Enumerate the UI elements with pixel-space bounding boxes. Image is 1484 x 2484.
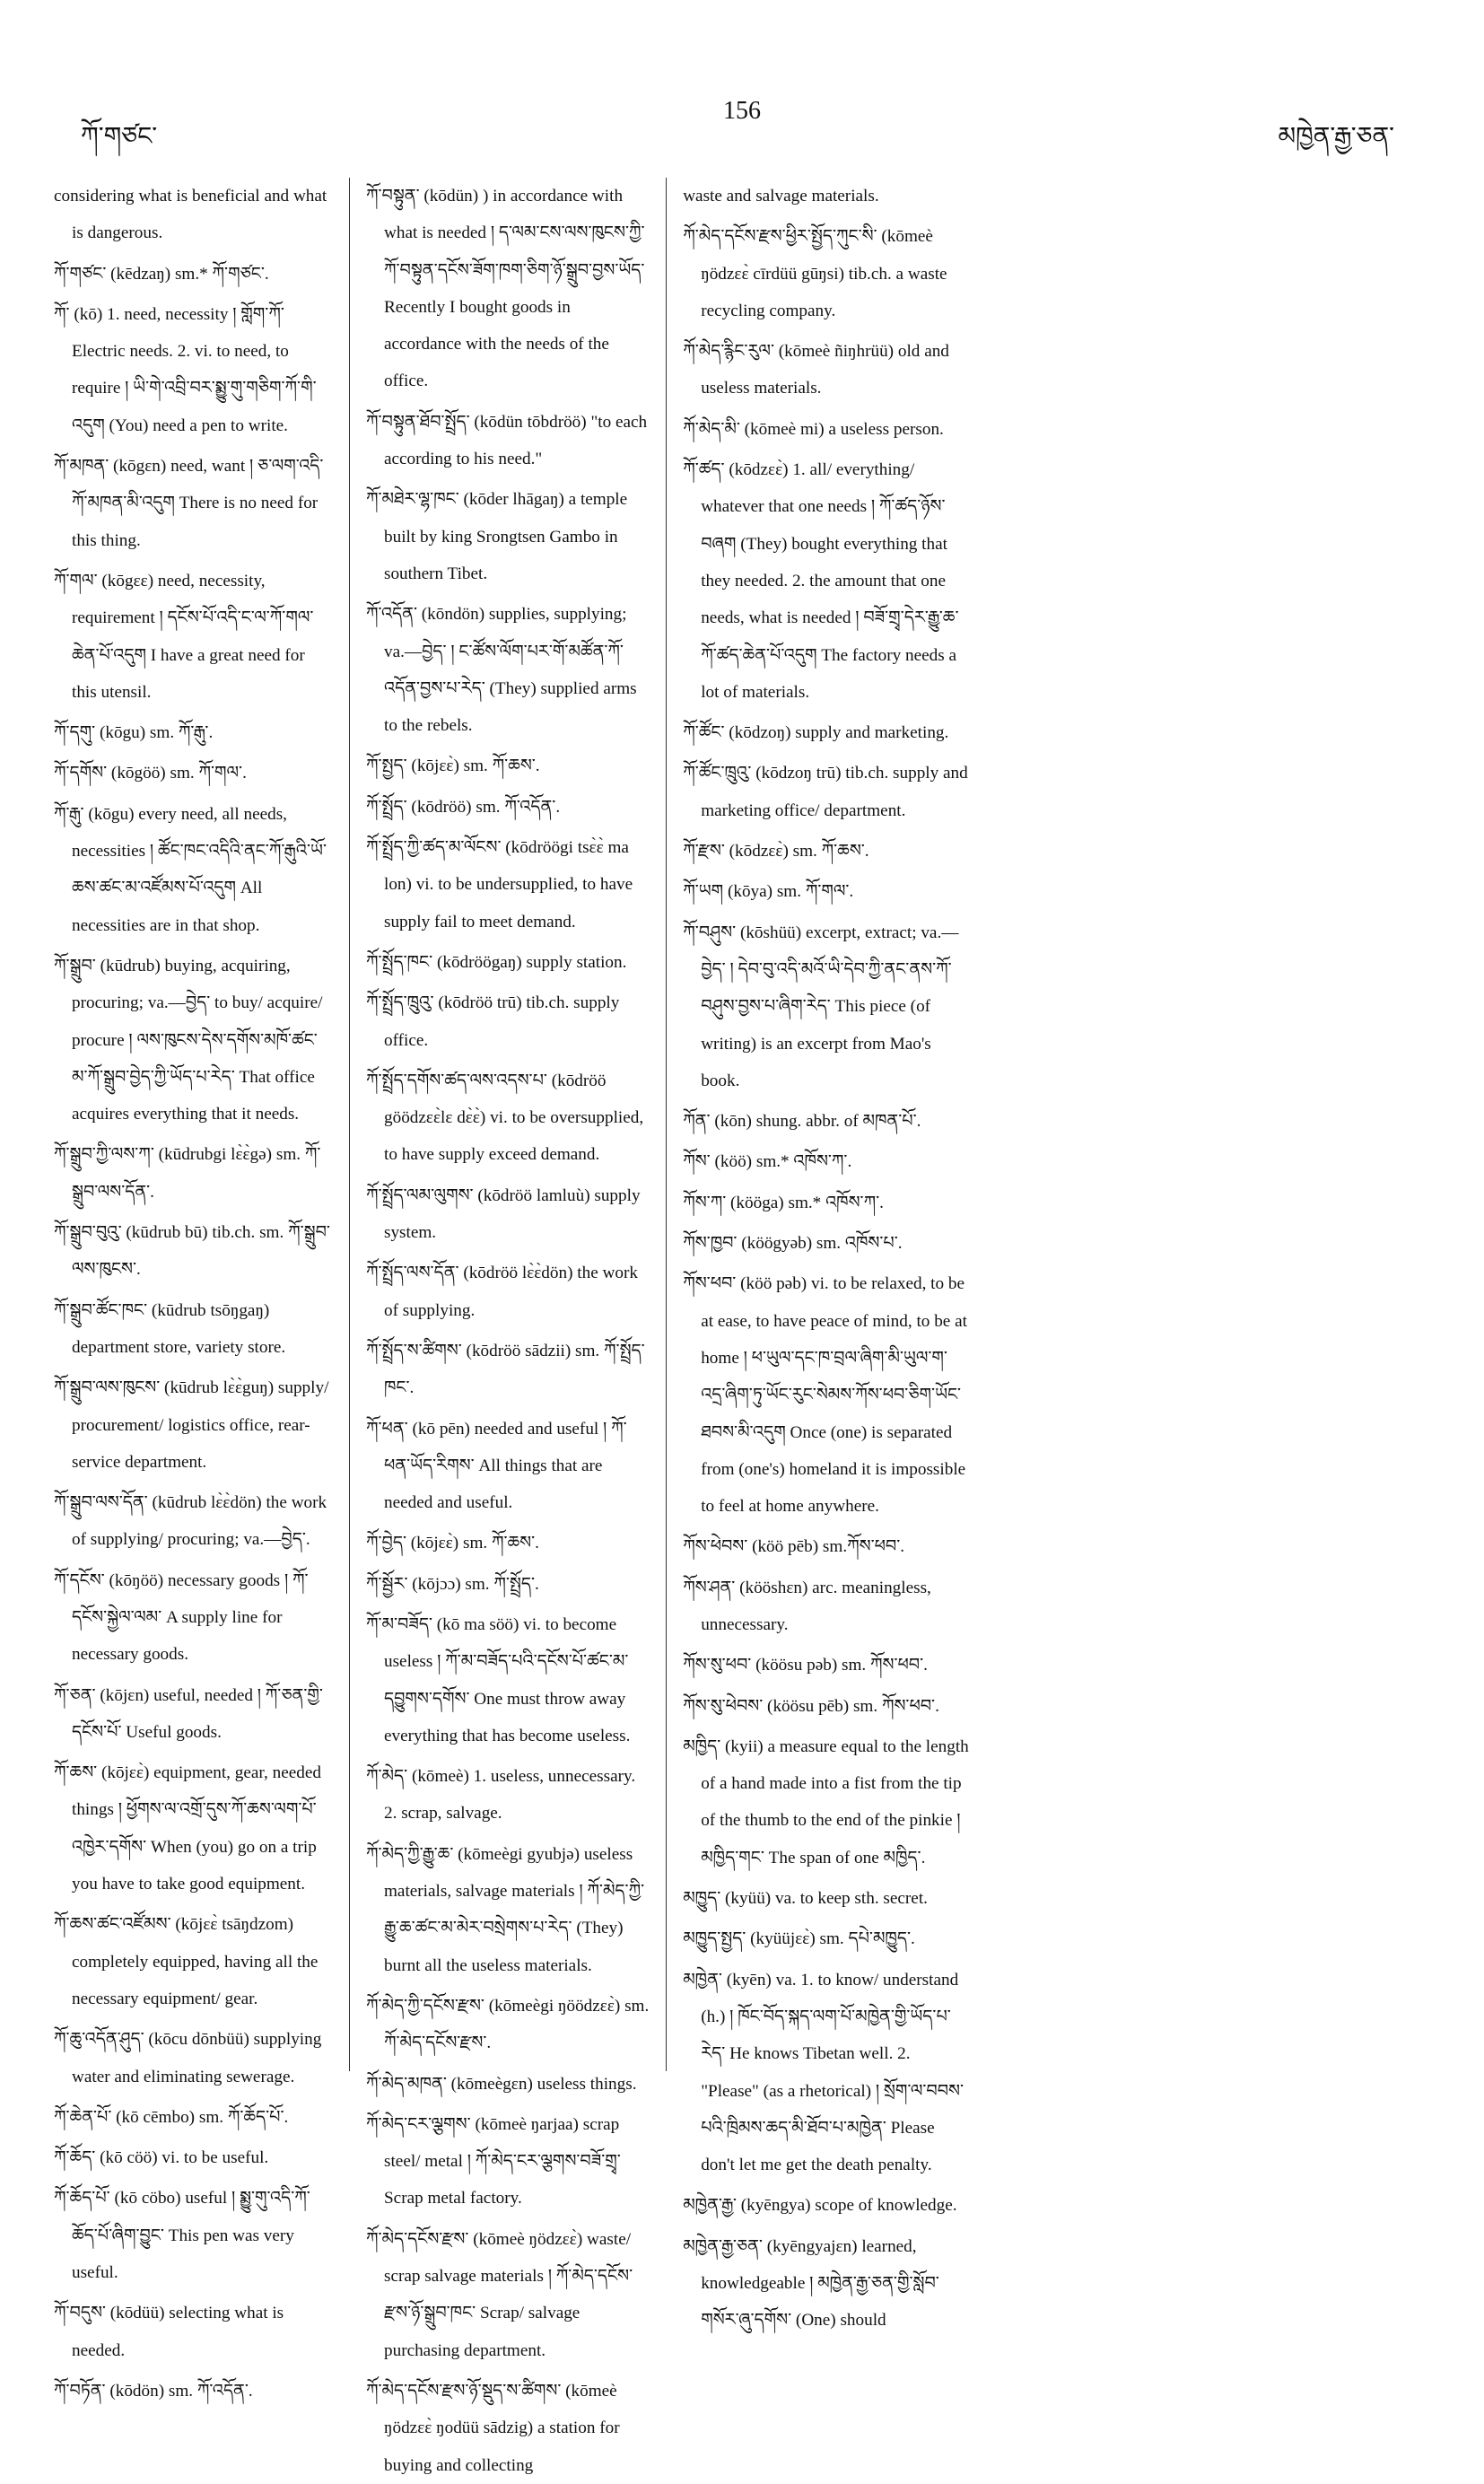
dictionary-entry: ཀོན་ (kōn) shung. abbr. of མཁན་པོ་. (683, 1112, 921, 1132)
dictionary-entry: ཀོས་ཁྱབ་ (köögyəb) sm. འཁོས་པ་. (683, 1234, 903, 1254)
dictionary-entry: ཀོས་ཀ་ (kööga) sm.* འཁོས་ཀ་. (683, 1193, 884, 1212)
dictionary-entry: ཀོ་མེད་མཁན་ (kōmeègɛn) useless things. (366, 2074, 637, 2094)
dictionary-entry: ཀོ་ (kō) 1. need, necessity ། གློག་ཀོ་ Electric needs. 2. vi. to need, to require ། ཡི་གེ་འབྲི་བར་སྨྱུ་གུ་གཅིག་ཀོ་གི་འདུག (You) need a pen to write. (54, 304, 317, 435)
dictionary-entry: ཀོ་བཏོན་ (kōdön) sm. ཀོ་འདོན་. (54, 2381, 253, 2401)
dictionary-entry: ཀོ་སྒྲུབ་ལས་དོན་ (kūdrub lɛ̀ɛ̀dön) the work of supplying/ procuring; va.—བྱེད་. (54, 1493, 327, 1550)
dictionary-entry: ཀོ་དགུ་ (kōgu) sm. ཀོ་རྒུ་. (54, 723, 214, 743)
dictionary-entry: མཁྱིད་ (kyii) a measure equal to the length of a hand made into a fist from the tip of the thumb to the end of the pinkie ། མཁྱིད་གང་ The span of one མཁྱིད་. (683, 1736, 969, 1867)
column-3 (683, 178, 969, 2331)
column-2 (366, 178, 667, 2475)
dictionary-entry: ཀོ་སྤྲོད་ (kōdröö) sm. ཀོ་འདོན་. (366, 797, 561, 817)
dictionary-entry: ཀོ་སྒྲུབ་ཚོང་ཁང་ (kūdrub tsōŋgaŋ) department store, variety store. (54, 1300, 286, 1357)
dictionary-entry: ཀོ་མཁན་ (kōgɛn) need, want ། ཅ་ལག་འདི་ཀོ་མཁན་མི་འདུག There is no need for this thing. (54, 457, 324, 550)
dictionary-entry: ཀོ་མེད་དངོས་རྫས་ (kōmeè ŋödzɛɛ̀) waste/ scrap salvage materials ། ཀོ་མེད་དངོས་རྫས་ཉོ་སྒྲུབ་ཁང་ Scrap/ salvage purchasing department. (366, 2229, 633, 2360)
dictionary-entry: ཀོ་དངོས་ (kōŋöö) necessary goods ། ཀོ་དངོས་སྐྱེལ་ལམ་ A supply line for necessary goods. (54, 1570, 309, 1665)
dictionary-entry: ཀོ་མེད་དངོས་རྫས་ཉོ་སྡུད་ས་ཚིགས་ (kōmeè ŋödzɛɛ̀ ŋodüü sādzig) a station for buying and collecting (366, 2381, 620, 2475)
dictionary-columns (54, 178, 969, 2475)
dictionary-entry: ཀོ་དགོས་ (kōgöö) sm. ཀོ་གལ་. (54, 764, 247, 783)
dictionary-entry: ཀོ་མེད་ངར་ལྕགས་ (kōmeè ŋarjaa) scrap steel/ metal ། ཀོ་མེད་ངར་ལྕགས་བཟོ་གྲྭ་ Scrap metal factory. (366, 2114, 621, 2208)
dictionary-entry: ཀོས་ཕབ་ (köö pəb) vi. to be relaxed, to be at ease, to have peace of mind, to be at home ། ཕ་ཡུལ་དང་ཁ་བྲལ་ཞིག་མི་ཡུལ་ག་འདྲ་ཞིག་ཏུ་ཡོང་རུང་སེམས་ཀོས་ཕབ་ཅིག་ཡོང་ཐབས་མི་འདུག Once (one) is separated from (one's) homeland it is impossible to feel at home anywhere. (683, 1274, 967, 1517)
dictionary-entry: མཁྱེན་རྒྱ་ (kyēngya) scope of knowledge. (683, 2196, 957, 2216)
dictionary-entry: ཀོ་སྤྲོད་ལམ་ལུགས་ (kōdröö lamluù) supply system. (366, 1185, 641, 1243)
running-header-right: མཁྱེན་རྒྱ་ཅན་ (1278, 123, 1394, 151)
dictionary-entry: considering what is beneficial and what is dangerous. (54, 187, 327, 243)
dictionary-entry: ཀོ་ཚོང་ཁྲུའུ་ (kōdzoŋ trū) tib.ch. supply and marketing office/ department. (683, 764, 968, 820)
dictionary-entry: ཀོ་བསྟུན་ཐོབ་སྤྲོད་ (kōdün tōbdröö) "to each according to his need." (366, 412, 648, 469)
dictionary-entry: ཀོ་མེད་རྙིང་རུལ་ (kōmeè ñiŋhrüü) old and useless materials. (683, 342, 949, 398)
dictionary-entry: ཀོ་ཆས་ (kōjɛɛ̀) equipment, gear, needed things ། ཕྱོགས་ལ་འགྲོ་དུས་ཀོ་ཆས་ལག་པོ་འཁྱེར་དགོས་ When (you) go on a trip you have to take good equipment. (54, 1763, 321, 1894)
dictionary-entry: ཀོ་སྤྲོད་ལས་དོན་ (kōdröö lɛ̀ɛ̀dön) the work of supplying. (366, 1264, 638, 1320)
dictionary-entry: ཀོ་སྤྲོད་ཁྲུའུ་ (kōdröö trū) tib.ch. supply office. (366, 993, 620, 1050)
dictionary-entry: ཀོ་སྒྲུབ་ལས་ཁུངས་ (kūdrub lɛ̀ɛ̀guŋ) supply/ procurement/ logistics office, rear-service department. (54, 1378, 329, 1472)
dictionary-entry: ཀོས་སུ་ཕབ་ (köösu pəb) sm. ཀོས་ཕབ་. (683, 1656, 928, 1675)
dictionary-entry: ཀོ་ཕན་ (kō pēn) needed and useful ། ཀོ་ཕན་ཡོད་རིགས་ All things that are needed and useful. (366, 1419, 627, 1513)
dictionary-entry: ཀོ་ཆོད་པོ་ (kō cöbo) useful ། སྨྱུ་གུ་འདི་ཀོ་ཆོད་པོ་ཞིག་བྱུང་ This pen was very useful. (54, 2189, 310, 2283)
dictionary-entry: ཀོ་སྒྲུབ་ (kūdrub) buying, acquiring, procuring; va.—བྱེད་ to buy/ acquire/ procure ། ལས་ཁུངས་དེས་དགོས་མཁོ་ཚང་མ་ཀོ་སྒྲུབ་བྱེད་ཀྱི་ཡོད་པ་རེད་ That office acquires everything that it needs. (54, 956, 323, 1124)
dictionary-entry: ཀོ་ཡག (kōya) sm. ཀོ་གལ་. (683, 882, 854, 902)
dictionary-entry: ཀོ་བཤུས་ (kōshüü) excerpt, extract; va.—བྱེད་ ། དེབ་བུ་འདི་མའོ་ཡི་དེབ་ཀྱི་ནང་ནས་ཀོ་བཤུས་བྱས་པ་ཞིག་རེད་ This piece (of writing) is an excerpt from Mao's book. (683, 923, 959, 1090)
dictionary-entry: མཁྱེན་རྒྱ་ཅན་ (kyēngyajɛn) learned, knowledgeable ། མཁྱེན་རྒྱ་ཅན་གྱི་སློབ་གསོར་ཞུ་དགོས་ (One) should (683, 2236, 939, 2331)
dictionary-entry: ཀོ་མེད་ (kōmeè) 1. useless, unnecessary. 2. scrap, salvage. (366, 1767, 636, 1824)
dictionary-entry: ཀོ་ཆེན་པོ་ (kō cēmbo) sm. ཀོ་ཆོད་པོ་. (54, 2107, 289, 2127)
dictionary-entry: ཀོ་མེད་དངོས་རྫས་ཕྱིར་སྤྱོད་ཀུང་སི་ (kōmeè ŋödzɛɛ̀ cīrdüü gūŋsi) tib.ch. a waste recycling company. (683, 227, 947, 320)
dictionary-entry: ཀོ་སྦྱོར་ (kōjɔɔ) sm. ཀོ་སྤྲོད་. (366, 1574, 539, 1594)
dictionary-entry: ཀོ་སྤྲོད་ཁང་ (kōdröögaŋ) supply station. (366, 952, 627, 972)
dictionary-entry: ཀོ་བྱེད་ (kōjɛɛ̀) sm. ཀོ་ཆས་. (366, 1534, 539, 1553)
dictionary-entry: ཀོ་མེད་ཀྱི་དངོས་རྫས་ (kōmeègi ŋöödzɛɛ̀) sm. ཀོ་མེད་དངོས་རྫས་. (366, 1996, 650, 2053)
dictionary-entry: ཀོ་སྒྲུབ་ཀྱི་ལས་ཀ་ (kūdrubgi lɛ̀ɛ̀gə) sm. ཀོ་སྒྲུབ་ལས་དོན་. (54, 1145, 321, 1202)
dictionary-entry: ཀོ་སྤྱད་ (kōjɛɛ̀) sm. ཀོ་ཆས་. (366, 757, 540, 776)
dictionary-entry: ཀོས་སུ་ཕེབས་ (köösu pēb) sm. ཀོས་ཕབ་. (683, 1696, 939, 1716)
dictionary-entry: ཀོས་ཤན་ (kööshɛn) arc. meaningless, unnecessary. (683, 1578, 931, 1634)
column-1 (54, 178, 350, 2401)
dictionary-entry: མཁྱུད་སྤྱད་ (kyüüjɛɛ̀) sm. དཔེ་མཁྱུད་. (683, 1929, 915, 1949)
dictionary-entry: ཀོ་གལ་ (kōgɛɛ) need, necessity, requirement ། དངོས་པོ་འདི་ང་ལ་ཀོ་གལ་ཆེན་པོ་འདུག I have a great need for this utensil. (54, 571, 314, 702)
dictionary-entry: ཀོ་རྫས་ (kōdzɛɛ̀) sm. ཀོ་ཆས་. (683, 842, 869, 862)
dictionary-entry: ཀོ་ཅན་ (kōjɛn) useful, needed ། ཀོ་ཅན་གྱི་དངོས་པོ་ Useful goods. (54, 1685, 323, 1742)
dictionary-entry: ཀོ་སྤྲོད་དགོས་ཚད་ལས་འདས་པ་ (kōdröö göödzɛɛ̀lɛ dɛ̀ɛ̀) vi. to be oversupplied, to have supply exceed demand. (366, 1071, 644, 1165)
dictionary-entry: ཀོ་མེད་མི་ (kōmeè mi) a useless person. (683, 419, 944, 439)
dictionary-entry: ཀོ་གཙང་ (kēdzaŋ) sm.* ཀོ་གཙང་. (54, 264, 269, 284)
dictionary-entry: ཀོ་བསྟུན་ (kōdün) ) in accordance with what is needed ། ད་ལམ་ངས་ལས་ཁུངས་ཀྱི་ཀོ་བསྟུན་དངོས་ཟོག་ཁག་ཅིག་ཉོ་སྒྲུབ་བྱས་ཡོད་ Recently I bought goods in accordance with the needs of the office. (366, 187, 645, 391)
dictionary-entry: ཀོ་རྒུ་ (kōgu) every need, all needs, necessities ། ཚོང་ཁང་འདིའི་ནང་ཀོ་རྒུའི་ཡོ་ཆས་ཚང་མ་འཛོམས་པོ་འདུག All necessities are in that shop. (54, 804, 327, 935)
dictionary-entry: ཀོ་ཚད་ (kōdzɛɛ̀) 1. all/ everything/ whatever that one needs ། ཀོ་ཚད་ཉོས་བཞག (They) bought everything that they needed. 2. the amount that one needs, what is needed ། བཟོ་གྲྭ་དེར་རྒྱུ་ཆ་ཀོ་ཚད་ཆེན་པོ་འདུག The factory needs a lot of materials. (683, 460, 959, 702)
dictionary-entry: ཀོ་མ་བཟོད་ (kō ma söö) vi. to become useless ། ཀོ་མ་བཟོད་པའི་དངོས་པོ་ཚང་མ་དབྱུགས་དགོས་ One must throw away everything that has become useless. (366, 1614, 631, 1745)
dictionary-entry: ཀོས་ (köö) sm.* འཁོས་ཀ་. (683, 1152, 852, 1172)
dictionary-entry: མཁྱེན་ (kyēn) va. 1. to know/ understand (h.) ། ཁོང་བོད་སྐད་ལག་པོ་མཁྱེན་གྱི་ཡོད་པ་རེད་ He knows Tibetan well. 2. "Please" (as a rhetorical) ། སྲོག་ལ་བབས་པའི་ཁྲིམས་ཆད་མི་ཐོབ་པ་མཁྱེན་ Please don't let me get the death penalty. (683, 1970, 964, 2175)
dictionary-entry: ཀོས་ཕེབས་ (köö pēb) sm.ཀོས་ཕབ་. (683, 1537, 905, 1557)
dictionary-entry: ཀོ་ཆོད་ (kō cöö) vi. to be useful. (54, 2148, 269, 2168)
page-number: 156 (723, 97, 761, 125)
dictionary-entry: ཀོ་ཆུ་འདོན་ཤུད་ (kōcu dōnbüü) supplying water and eliminating sewerage. (54, 2030, 322, 2086)
dictionary-entry: ཀོ་སྤྲོད་ཀྱི་ཚད་མ་ལོངས་ (kōdröögi tsɛ̀ɛ̀ ma lon) vi. to be undersupplied, to have supply fail to meet demand. (366, 838, 633, 932)
dictionary-entry: ཀོ་བདུས་ (kōdüü) selecting what is needed. (54, 2304, 284, 2360)
dictionary-entry: ཀོ་ཚོང་ (kōdzoŋ) supply and marketing. (683, 723, 949, 743)
dictionary-entry: ཀོ་སྒྲུབ་བུའུ་ (kūdrub bū) tib.ch. sm. ཀོ་སྒྲུབ་ལས་ཁུངས་. (54, 1223, 330, 1280)
dictionary-entry: ཀོ་འདོན་ (kōndön) supplies, supplying; va.—བྱེད་ ། ང་ཚོས་ལོག་པར་གོ་མཚོན་ཀོ་འདོན་བྱས་པ་རེད་ (They) supplied arms to the rebels. (366, 605, 637, 736)
dictionary-entry: ཀོ་སྤྲོད་ས་ཚིགས་ (kōdröö sādzii) sm. ཀོ་སྤྲོད་ཁང་. (366, 1341, 645, 1398)
dictionary-entry: ཀོ་ཆས་ཚང་འཛོམས་ (kōjɛɛ̀ tsāŋdzom) completely equipped, having all the necessary equipment/ gear. (54, 1915, 319, 2008)
running-header-left: ཀོ་གཙང་ (81, 123, 158, 151)
dictionary-entry: ཀོ་མཐེར་ལྷ་ཁང་ (kōder lhāgaŋ) a temple built by king Srongtsen Gambo in southern Tibet. (366, 490, 628, 583)
dictionary-entry: མཁྱུད་ (kyüü) va. to keep sth. secret. (683, 1889, 928, 1909)
dictionary-entry: ཀོ་མེད་ཀྱི་རྒྱུ་ཆ་ (kōmeègi gyubjə) useless materials, salvage materials ། ཀོ་མེད་ཀྱི་རྒྱུ་ཆ་ཚང་མ་མེར་བསྲེགས་པ་རེད་ (They) burnt all the useless materials. (366, 1844, 645, 1975)
dictionary-entry: waste and salvage materials. (683, 187, 879, 206)
